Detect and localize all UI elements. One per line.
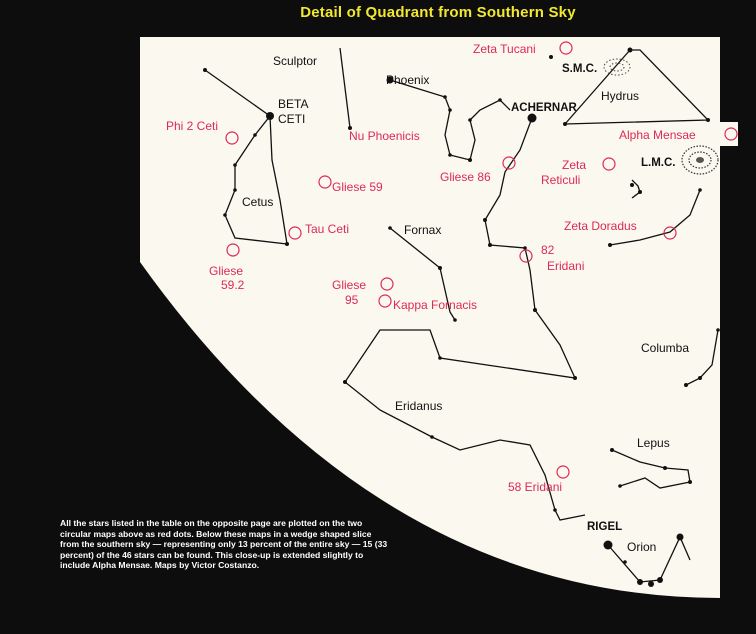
label-lepus: Lepus bbox=[637, 436, 670, 450]
label-phoenix: Phoenix bbox=[386, 73, 430, 87]
label-smc: S.M.C. bbox=[562, 63, 598, 75]
label-gliese-59: Gliese 59 bbox=[332, 180, 383, 194]
label-rigel: RIGEL bbox=[587, 521, 623, 533]
label-eridani: Eridani bbox=[547, 259, 585, 273]
label-kappa-fornacis: Kappa Fornacis bbox=[393, 298, 478, 312]
label-alpha-mensae: Alpha Mensae bbox=[619, 128, 696, 142]
label-tau-ceti: Tau Ceti bbox=[305, 222, 350, 236]
label-achernar: ACHERNAR bbox=[511, 102, 577, 114]
label-hydrus: Hydrus bbox=[601, 89, 640, 103]
label-zeta: Zeta bbox=[562, 158, 587, 172]
label-eridanus: Eridanus bbox=[395, 399, 443, 413]
label-82: 82 bbox=[541, 243, 555, 257]
label-cetus: Cetus bbox=[242, 195, 274, 209]
label-gliese-95b: 95 bbox=[345, 293, 359, 307]
label-58-eridani: 58 Eridani bbox=[508, 480, 563, 494]
label-ceti: CETI bbox=[278, 112, 306, 126]
label-gliese-95a: Gliese bbox=[332, 278, 367, 292]
caption: All the stars listed in the table on the opposite page are plotted on the two circular maps above as red dots. Below these maps in a wedge shaped slice from the southern sky — representing only 13 percent of the entire sky — 15 (33 percent) of the 46 stars can be found. This close-up is extended slightly to include Alpha Mensae. Maps by Victor Costanzo. bbox=[60, 518, 388, 571]
label-orion: Orion bbox=[627, 540, 657, 554]
label-zeta-tucani: Zeta Tucani bbox=[473, 42, 536, 56]
label-lmc: L.M.C. bbox=[641, 157, 676, 169]
label-zeta-doradus: Zeta Doradus bbox=[564, 219, 637, 233]
label-reticuli: Reticuli bbox=[541, 173, 581, 187]
label-sculptor: Sculptor bbox=[273, 54, 318, 68]
label-gliese: Gliese bbox=[209, 264, 244, 278]
label-phi-2-ceti: Phi 2 Ceti bbox=[166, 119, 219, 133]
label-columba: Columba bbox=[641, 341, 690, 355]
label-gliese-86: Gliese 86 bbox=[440, 170, 491, 184]
label-fornax: Fornax bbox=[404, 223, 442, 237]
label-59-2: 59.2 bbox=[221, 278, 245, 292]
page-title: Detail of Quadrant from Southern Sky bbox=[300, 4, 576, 21]
label-beta: BETA bbox=[278, 97, 309, 111]
label-nu-phoenicis: Nu Phoenicis bbox=[349, 129, 420, 143]
